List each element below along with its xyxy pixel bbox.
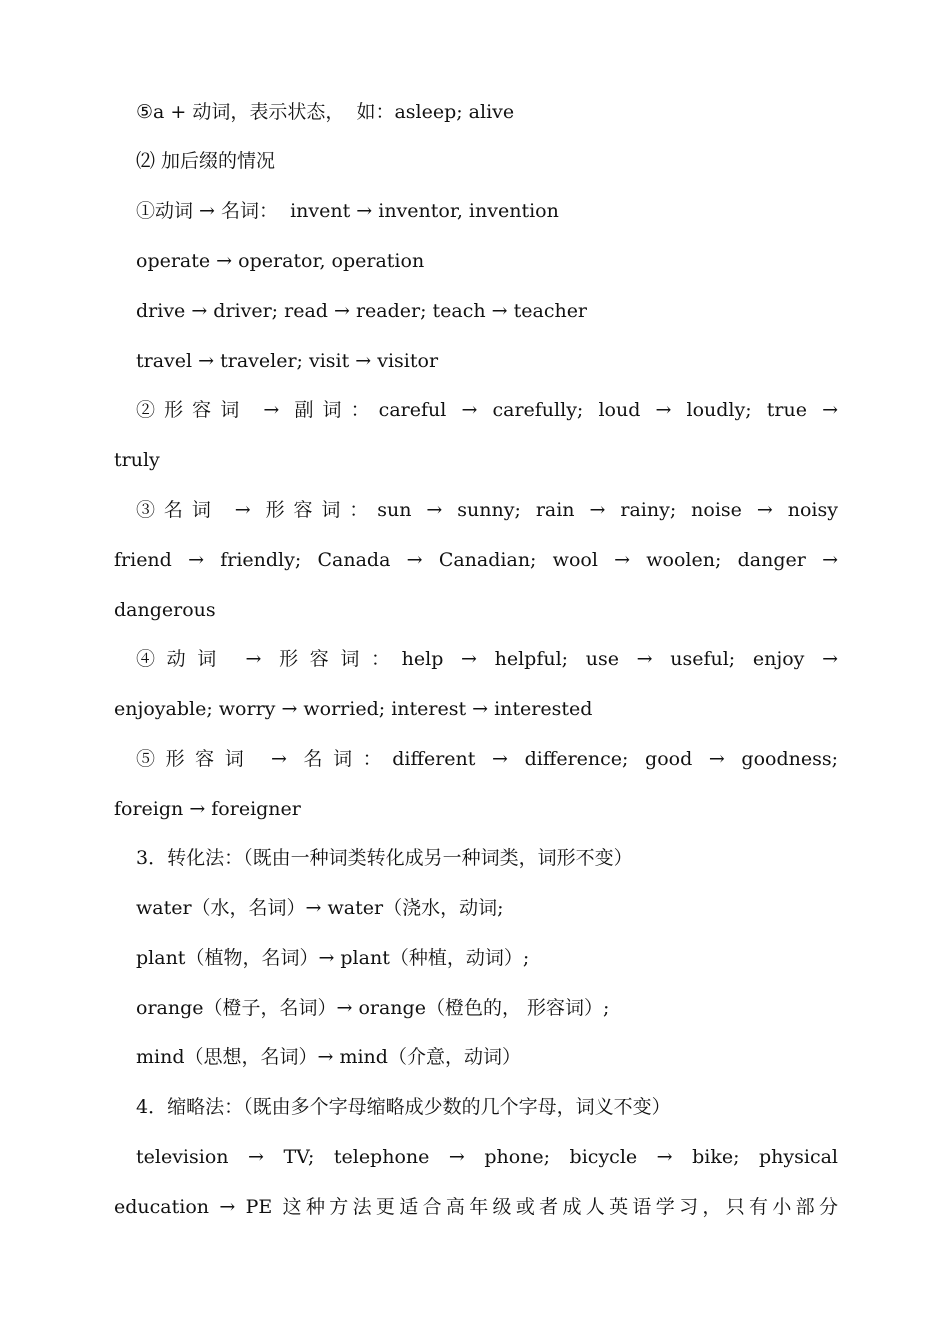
text-line: ④动词 → 形容词：help → helpful; use → useful; enjoy → [136,648,838,670]
text-line: mind（思想，名词）→ mind（介意，动词） [136,1046,521,1068]
text-line: ⑤形容词 → 名词：different → difference; good → goodness; [136,748,838,770]
section-heading: ⑵ 加后缀的情况 [136,150,276,172]
section-heading: 4．缩略法：（既由多个字母缩略成少数的几个字母，词义不变） [136,1096,671,1118]
text-line: ①动词 → 名词： invent → inventor, invention [136,200,559,222]
text-line: water（水，名词）→ water（浇水，动词; [136,897,504,919]
text-line: dangerous [114,599,216,621]
text-line: ②形容词 → 副词：careful → carefully; loud → loudly; true → [136,399,838,421]
text-line: ⑤a + 动词，表示状态， 如：asleep; alive [136,101,515,123]
text-line: plant（植物，名词）→ plant（种植，动词）; [136,947,530,969]
text-line: ③名词 → 形容词：sun → sunny; rain → rainy; noise → noisy [136,499,838,521]
text-line: enjoyable; worry → worried; interest → interested [114,698,593,720]
section-heading: 3．转化法：（既由一种词类转化成另一种词类，词形不变） [136,847,633,869]
text-line: drive → driver; read → reader; teach → teacher [136,300,588,322]
text-line: foreign → foreigner [114,798,301,820]
text-line: travel → traveler; visit → visitor [136,350,439,372]
text-line: orange（橙子，名词）→ orange（橙色的， 形容词）; [136,997,610,1019]
text-line: truly [114,449,160,471]
text-line: education → PE 这种方法更适合高年级或者成人英语学习，只有小部分 [114,1196,838,1218]
text-line: operate → operator, operation [136,250,425,272]
text-line: television → TV; telephone → phone; bicycle → bike; physical [136,1146,838,1168]
text-line: friend → friendly; Canada → Canadian; wool → woolen; danger → [114,549,838,571]
